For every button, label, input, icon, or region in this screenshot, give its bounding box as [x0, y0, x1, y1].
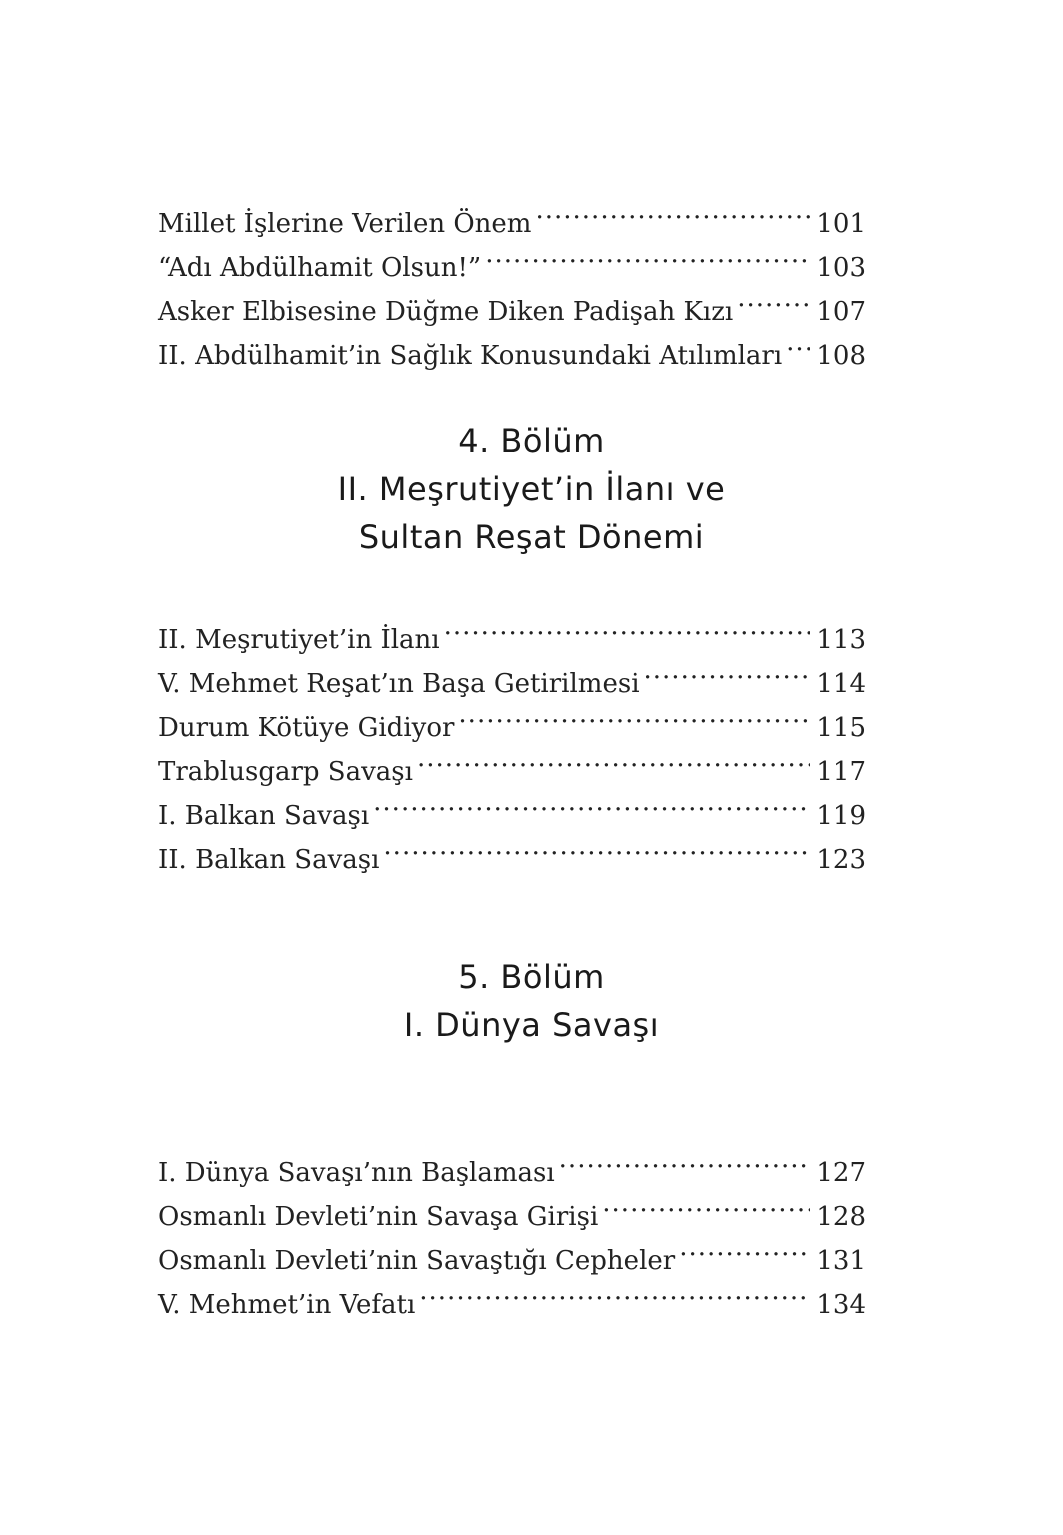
chapter-4-heading: [0, 417, 1063, 561]
toc-list-chapter-4: [158, 604, 866, 875]
toc-list-section-3: [158, 188, 866, 371]
toc-entry-title: Durum Kötüye Gidiyor: [158, 713, 455, 743]
chapter-5-title-line-1: I. Dünya Savaşı: [403, 1006, 660, 1044]
chapter-5-number: 5. Bölüm: [458, 958, 605, 996]
toc-leader-dots: [444, 604, 811, 648]
toc-entry-title: Osmanlı Devleti’nin Savaştığı Cepheler: [158, 1246, 676, 1276]
chapter-4-title-line-1: II. Meşrutiyet’in İlanı ve: [337, 470, 726, 508]
toc-entry-title: Millet İşlerine Verilen Önem: [158, 209, 532, 239]
toc-list-chapter-5: [158, 1137, 866, 1320]
toc-leader-dots: [373, 780, 810, 824]
toc-leader-dots: [602, 1181, 810, 1225]
toc-entry-page: 119: [816, 801, 866, 831]
toc-entry-page: 131: [816, 1246, 866, 1276]
toc-entry: [158, 1137, 866, 1188]
toc-entry-title: Osmanlı Devleti’nin Savaşa Girişi: [158, 1202, 599, 1232]
toc-entry-page: 103: [816, 253, 866, 283]
toc-entry: [158, 604, 866, 655]
toc-entry-page: 108: [816, 341, 866, 371]
toc-leader-dots: [559, 1137, 811, 1181]
toc-leader-dots: [383, 824, 810, 868]
toc-entry-title: Trablusgarp Savaşı: [158, 757, 413, 787]
toc-entry-page: 127: [816, 1158, 866, 1188]
toc-entry-title: I. Dünya Savaşı’nın Başlaması: [158, 1158, 555, 1188]
toc-entry-page: 115: [816, 713, 866, 743]
toc-leader-dots: [417, 736, 810, 780]
toc-entry-page: 107: [816, 297, 866, 327]
toc-leader-dots: [485, 232, 810, 276]
toc-entry-page: 128: [816, 1202, 866, 1232]
chapter-4-title-line-2: Sultan Reşat Dönemi: [358, 518, 705, 556]
toc-leader-dots: [535, 188, 810, 232]
toc-entry-page: 117: [816, 757, 866, 787]
chapter-4-number: 4. Bölüm: [458, 422, 605, 460]
toc-entry-page: 134: [816, 1290, 866, 1320]
toc-entry-page: 113: [816, 625, 866, 655]
toc-entry-page: 123: [816, 845, 866, 875]
toc-leader-dots: [786, 320, 810, 364]
toc-leader-dots: [737, 276, 810, 320]
toc-entry-title: “Adı Abdülhamit Olsun!”: [158, 253, 482, 283]
toc-entry-title: V. Mehmet’in Vefatı: [158, 1290, 416, 1320]
toc-entry-title: V. Mehmet Reşat’ın Başa Getirilmesi: [158, 669, 640, 699]
toc-leader-dots: [419, 1269, 810, 1313]
toc-entry: [158, 188, 866, 239]
toc-entry-page: 114: [816, 669, 866, 699]
chapter-5-heading: [0, 953, 1063, 1049]
toc-entry-title: II. Balkan Savaşı: [158, 845, 380, 875]
toc-entry-title: I. Balkan Savaşı: [158, 801, 370, 831]
toc-leader-dots: [458, 692, 810, 736]
toc-leader-dots: [679, 1225, 810, 1269]
toc-entry-title: Asker Elbisesine Düğme Diken Padişah Kızı: [158, 297, 734, 327]
toc-entry-title: II. Abdülhamit’in Sağlık Konusundaki Atılımları: [158, 341, 783, 371]
toc-entry-page: 101: [816, 209, 866, 239]
toc-leader-dots: [644, 648, 811, 692]
toc-entry-title: II. Meşrutiyet’in İlanı: [158, 625, 440, 655]
